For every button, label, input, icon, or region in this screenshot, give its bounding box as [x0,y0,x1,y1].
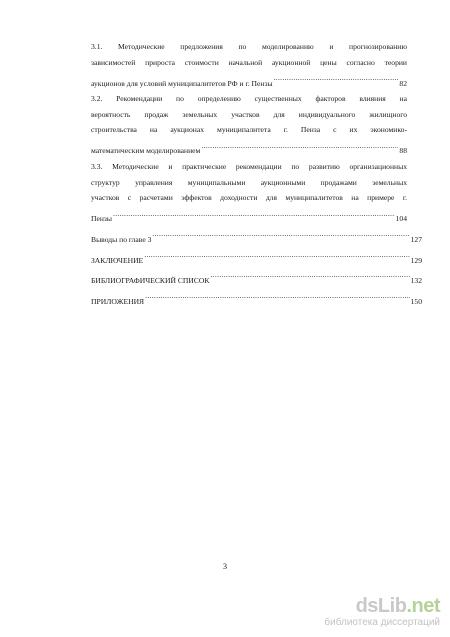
dot-leader [145,288,409,304]
toc-entry-line: 3.1. Методические предложения по моделированию и прогнозированию [91,42,407,51]
dot-leader [113,206,395,222]
toc-entry-appendices [91,288,422,309]
toc-page-number: 129 [410,255,422,265]
toc-page-number: 82 [399,78,407,88]
toc-entry-line: вероятность продаж земельных участков для индивидуального жилищного [91,109,407,119]
toc-page-number: 127 [410,234,422,244]
toc-entry-line: структур управления муниципальными аукционными продажами земельных [91,177,407,187]
dot-leader [201,138,398,154]
watermark-subtitle: библиотека диссертаций [324,617,440,628]
dot-leader [152,226,409,242]
dot-leader [274,70,399,86]
toc-entry-text: аукционов для условий муниципалитетов РФ и г. Пензы [91,78,273,88]
toc-entry-3-2 [91,91,407,159]
toc-entry-text: ПРИЛОЖЕНИЯ [91,296,145,306]
toc-page-number: 104 [395,214,407,224]
toc-entry-last-line [91,226,422,247]
toc-entry-line: 3.3. Методические и практические рекомендации по развитию организационных [91,162,407,171]
toc-entry-line: участков с расчетами эффектов доходности для муниципалитетов на примере г. [91,193,407,203]
logo-suffix-text: .net [406,595,440,617]
toc-entry-last-line [91,247,422,268]
toc-entry-last-line [91,267,422,288]
toc-entry-line: зависимостей прироста стоимости начальной аукционной цены согласно теории [91,57,407,67]
toc-entry-line: 3.2. Рекомендации по определению существенных факторов влияния на [91,94,407,103]
toc-entry-conclusion [91,247,422,268]
toc-entry-last-line [91,70,407,91]
toc-entry-text: ЗАКЛЮЧЕНИЕ [91,255,144,265]
toc-entry-last-line [91,206,407,227]
dot-leader [210,267,409,283]
toc-page-number: 150 [410,296,422,306]
dslib-watermark [312,596,440,629]
dot-leader [144,247,409,263]
toc-page-number: 132 [410,275,422,285]
toc-entry-text: математическим моделированием [91,146,201,156]
toc-entry-last-line [91,138,407,159]
toc-entry-conclusions-chapter-3 [91,226,422,247]
toc-entry-3-1 [91,39,407,91]
toc-entry-bibliography [91,267,422,288]
toc-entry-last-line [91,288,422,309]
toc-entry-text: Пензы [91,214,113,224]
dslib-logo [312,596,440,616]
toc-entry-3-3 [91,159,407,227]
page-number: 3 [223,562,227,571]
toc-entry-text: Выводы по главе 3 [91,234,152,244]
toc-page-number: 88 [399,146,407,156]
toc-entry-line: строительства на аукционах муниципалитета г. Пенза с их экономико- [91,125,407,135]
logo-main-text: dsLib [355,595,407,617]
toc-entry-text: БИБЛИОГРАФИЧЕСКИЙ СПИСОК [91,275,210,285]
